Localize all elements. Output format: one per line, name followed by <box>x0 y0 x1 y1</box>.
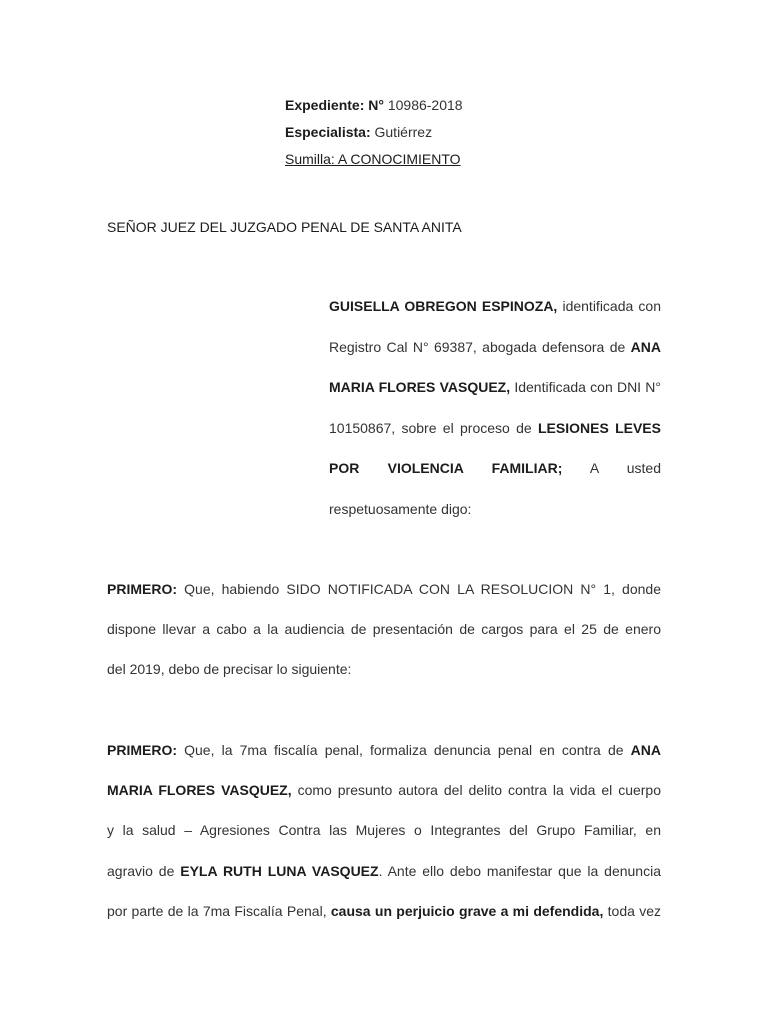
second-text-4-end: . Ante ello debo manifestar que la denuncia <box>378 863 661 879</box>
intro-case-part2: POR VIOLENCIA FAMILIAR; <box>329 460 563 476</box>
intro-text-1: identificada con <box>557 298 661 314</box>
intro-text-6: respetuosamente digo: <box>329 501 472 517</box>
intro-client-part2: MARIA FLORES VASQUEZ, <box>329 379 511 395</box>
especialista-line <box>285 124 432 140</box>
intro-text-5: A usted <box>562 460 661 476</box>
intro-text-3: Identificada con DNI N° <box>510 379 662 395</box>
second-text-5-end: toda vez <box>603 903 661 919</box>
first-paragraph-line-1 <box>107 581 661 597</box>
first-text-1: Que, habiendo SIDO NOTIFICADA CON LA RESOLUCION N° 1, donde <box>177 581 661 597</box>
first-text-2: dispone llevar a cabo a la audiencia de presentación de cargos para el 25 de enero <box>107 621 661 637</box>
second-paragraph-line-1 <box>107 742 661 758</box>
addressee: SEÑOR JUEZ DEL JUZGADO PENAL DE SANTA ANITA <box>107 219 462 235</box>
second-paragraph-line-2 <box>107 782 661 798</box>
first-text-3: del 2019, debo de precisar lo siguiente: <box>107 661 352 677</box>
intro-line-5 <box>329 460 661 476</box>
intro-name: GUISELLA OBREGON ESPINOZA, <box>329 298 558 314</box>
second-victim: EYLA RUTH LUNA VASQUEZ <box>180 863 379 879</box>
intro-line-3 <box>329 379 661 395</box>
second-text-4: agravio de <box>107 863 181 879</box>
expediente-label: Expediente: N° <box>285 97 384 113</box>
second-client-part1: ANA <box>630 742 661 758</box>
intro-line-1 <box>329 298 661 314</box>
second-text-3: y la salud – Agresiones Contra las Mujeres o Integrantes del Grupo Familiar, en <box>107 822 661 838</box>
sumilla: Sumilla: A CONOCIMIENTO <box>285 151 461 167</box>
intro-text-4: 10150867, sobre el proceso de <box>329 420 538 436</box>
second-paragraph-line-4 <box>107 863 661 879</box>
second-label: PRIMERO: <box>107 742 177 758</box>
second-paragraph-line-5 <box>107 903 661 919</box>
intro-client-part1: ANA <box>630 339 661 355</box>
second-client-part2: MARIA FLORES VASQUEZ, <box>107 782 292 798</box>
intro-text-2: Registro Cal N° 69387, abogada defensora de <box>329 339 631 355</box>
second-paragraph-line-3 <box>107 822 661 838</box>
first-paragraph-line-2 <box>107 621 661 637</box>
expediente-line <box>285 97 463 113</box>
intro-line-6 <box>329 501 471 517</box>
especialista-label: Especialista: <box>285 124 371 140</box>
first-label: PRIMERO: <box>107 581 177 597</box>
second-text-2: como presunto autora del delito contra la vida el cuerpo <box>291 782 662 798</box>
intro-line-2 <box>329 339 661 355</box>
especialista-value: Gutiérrez <box>370 124 433 140</box>
second-text-1: Que, la 7ma fiscalía penal, formaliza denuncia penal en contra de <box>177 742 631 758</box>
second-text-5: por parte de la 7ma Fiscalía Penal, <box>107 903 331 919</box>
intro-case-part1: LESIONES LEVES <box>537 420 661 436</box>
expediente-value: 10986-2018 <box>383 97 463 113</box>
second-prejudice: causa un perjuicio grave a mi defendida, <box>330 903 604 919</box>
first-paragraph-line-3 <box>107 661 351 677</box>
intro-line-4 <box>329 420 661 436</box>
